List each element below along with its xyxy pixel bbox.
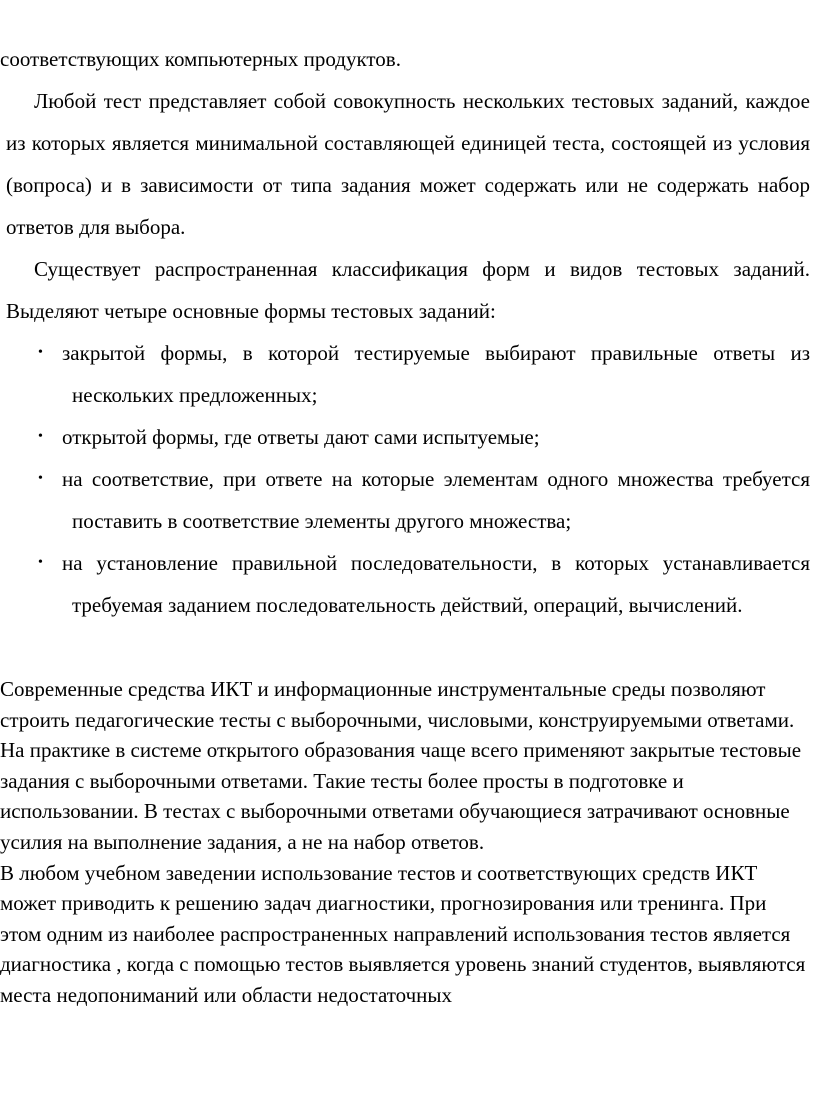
list-item (0, 542, 810, 626)
test-forms-list (0, 332, 810, 626)
paragraph-continuation: соответствующих компьютерных продуктов. (0, 47, 401, 71)
list-item (0, 416, 810, 458)
paragraph-diagnostics: В любом учебном заведении использование тестов и соответствующих средств ИКТ может приводить к решению задач диагностики, прогнозирования или тренинга. При этом одним из наиболее распространенных направлений использования тестов является диагностика , когда с помощью тестов выявляется уровень знаний студентов, выявляются места недопониманий или области недостаточных (0, 860, 806, 1007)
list-item-text: открытой формы, где ответы дают сами испытуемые; (62, 425, 540, 449)
bullet-icon: • (38, 471, 43, 486)
paragraph-test-definition: Любой тест представляет собой совокупность нескольких тестовых заданий, каждое из которых является минимальной составляющей единицей теста, состоящей из условия (вопроса) и в зависимости от типа задания может содержать или не содержать набор ответов для выбора. (6, 89, 810, 239)
list-item (0, 458, 810, 542)
bullet-icon: • (38, 429, 43, 444)
upper-text-block (0, 38, 810, 626)
list-item-text: на установление правильной последовательности, в которых устанавливается требуемая заданием последовательность действий, операций, вычислений. (62, 551, 810, 617)
paragraph-classification: Существует распространенная классификация форм и видов тестовых заданий. Выделяют четыре основные формы тестовых заданий: (6, 257, 810, 323)
lower-text-block (0, 674, 810, 1011)
bullet-icon: • (38, 555, 43, 570)
list-item (0, 332, 810, 416)
bullet-icon: • (38, 345, 43, 360)
paragraph-ict-tools: Современные средства ИКТ и информационные инструментальные среды позволяют строить педагогические тесты с выборочными, числовыми, конструируемыми ответами. На практике в системе открытого образования чаще всего применяют закрытые тестовые задания с выборочными ответами. Такие тесты более просты в подготовке и использовании. В тестах с выборочными ответами обучающиеся затрачивают основные усилия на выполнение задания, а не на набор ответов. (0, 677, 802, 854)
list-item-text: закрытой формы, в которой тестируемые выбирают правильные ответы из нескольких предложенных; (62, 341, 810, 407)
list-item-text: на соответствие, при ответе на которые элементам одного множества требуется поставить в соответствие элементы другого множества; (62, 467, 810, 533)
